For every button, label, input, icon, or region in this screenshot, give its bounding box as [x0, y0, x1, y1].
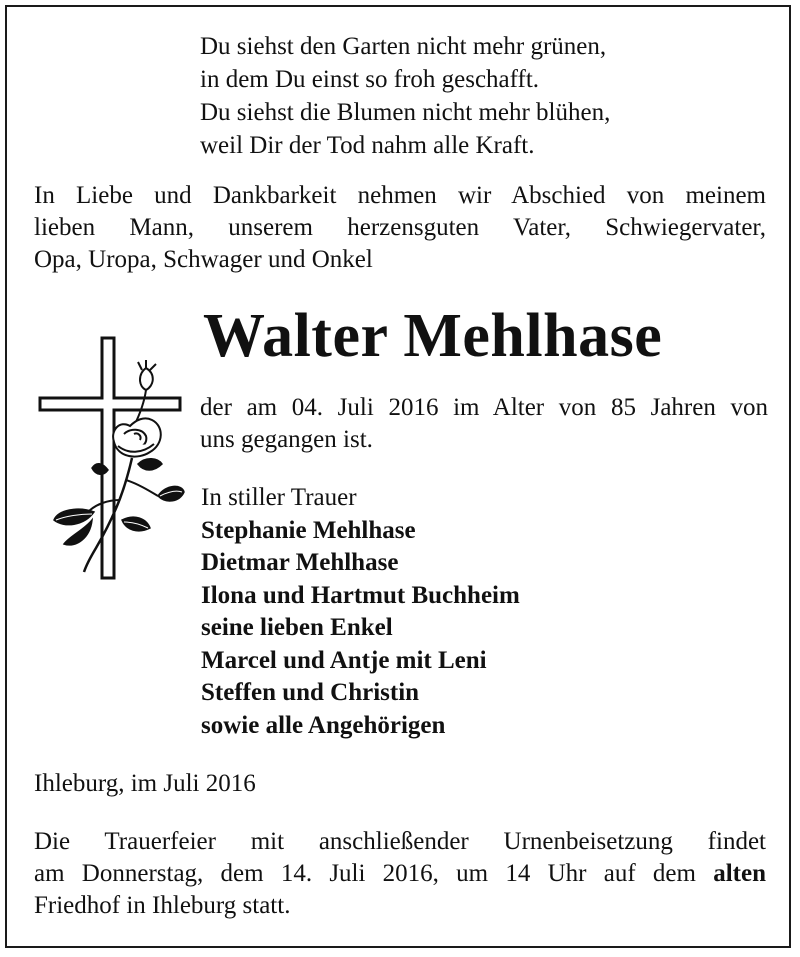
mourner-name: Stephanie Mehlhase [201, 516, 416, 544]
service-info [34, 826, 766, 922]
mourner-name: sowie alle Angehörigen [201, 711, 446, 739]
poem-line: Du siehst den Garten nicht mehr grünen, [200, 33, 607, 60]
place-date: Ihleburg, im Juli 2016 [34, 770, 256, 797]
mourner-name: Ilona und Hartmut Buchheim [201, 581, 520, 609]
intro-line: Opa, Uropa, Schwager und Onkel [34, 246, 373, 273]
poem [200, 30, 610, 162]
mourners-list [201, 482, 520, 742]
mourner-name: Marcel und Antje mit Leni [201, 646, 487, 674]
service-line [34, 858, 766, 890]
service-emphasis: alten [713, 860, 766, 887]
mourner-name: Dietmar Mehlhase [201, 549, 399, 576]
passed-line: der am 04. Juli 2016 im Alter von 85 Jahren von [200, 394, 768, 421]
mourner-name: Steffen und Christin [201, 679, 420, 706]
intro-line: In Liebe und Dankbarkeit nehmen wir Abschied von meinem [34, 182, 766, 209]
passed-line: uns gegangen ist. [200, 426, 373, 453]
poem-line: in dem Du einst so froh geschafft. [200, 66, 540, 93]
intro-text [34, 180, 766, 276]
service-line-text: am Donnerstag, dem 14. Juli 2016, um 14 Uhr auf dem [34, 860, 714, 887]
mourner-name: seine lieben Enkel [201, 614, 393, 641]
poem-line: Du siehst die Blumen nicht mehr blühen, [200, 99, 611, 126]
poem-line: weil Dir der Tod nahm alle Kraft. [200, 132, 535, 159]
deceased-name: Walter Mehlhase [203, 302, 663, 370]
passed-text [200, 392, 768, 456]
service-line: Die Trauerfeier mit anschließender Urnenbeisetzung findet [34, 828, 766, 855]
cross-with-rose-icon [34, 334, 190, 580]
mourning-lead: In stiller Trauer [201, 484, 357, 511]
service-line: Friedhof in Ihleburg statt. [34, 892, 291, 919]
intro-line: lieben Mann, unserem herzensguten Vater, Schwiegervater, [34, 214, 766, 241]
